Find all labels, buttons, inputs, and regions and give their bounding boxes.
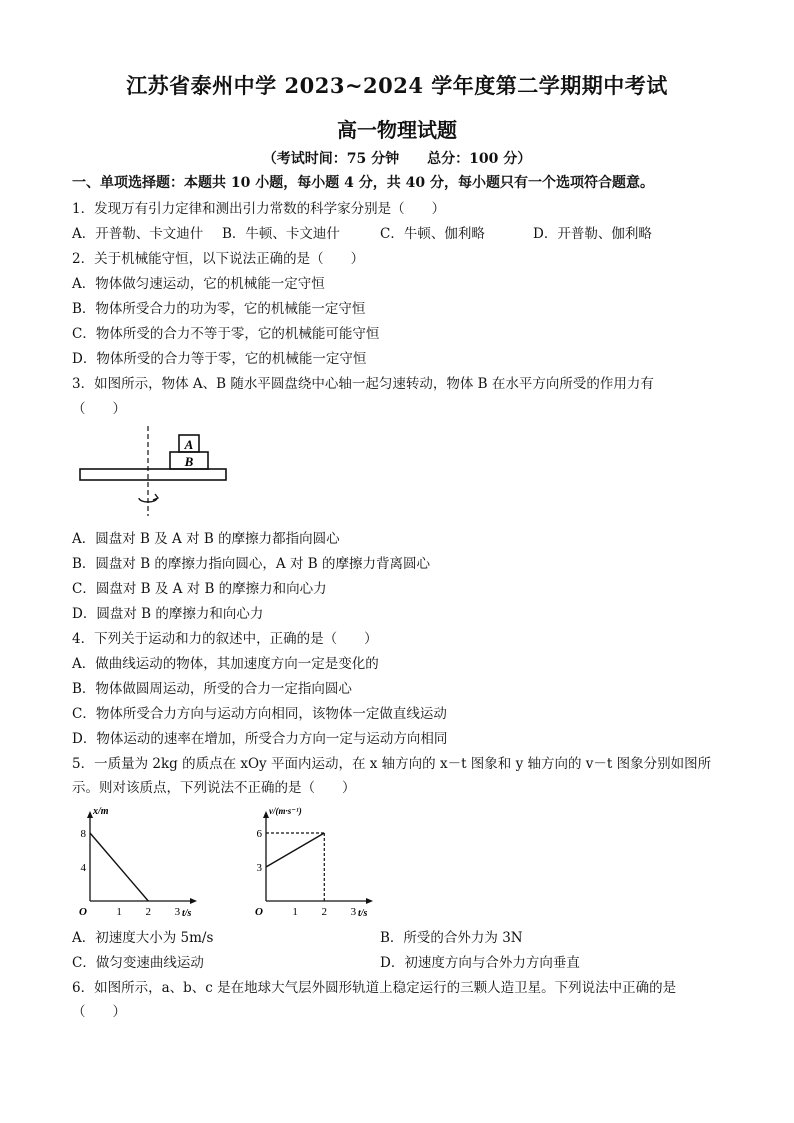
turntable-disc (80, 469, 226, 480)
q3-stem: 3．如图所示，物体 A、B 随水平圆盘绕中心轴一起匀速转动，物体 B 在水平方向所受的作用力有 (72, 376, 654, 392)
q3-blank: （ ） (72, 401, 126, 417)
q4-option-d: D．物体运动的速率在增加，所受合力方向一定与运动方向相同 (72, 731, 448, 747)
xt-graph (72, 800, 202, 922)
q2-stem: 2．关于机械能守恒，以下说法正确的是（ ） (72, 251, 365, 267)
block-a-label: A (184, 437, 194, 452)
q5-stem-line1: 5．一质量为 2kg 的质点在 xOy 平面内运动，在 x 轴方向的 x－t 图象和 y 轴方向的 v－t 图象分别如图所 (72, 756, 712, 772)
exam-subtitle: 高一物理试题 (337, 118, 457, 142)
q6-stem: 6．如图所示，a、b、c 是在地球大气层外圆形轨道上稳定运行的三颗人造卫星。下列说法中正确的是 (72, 980, 677, 996)
q4-stem: 4．下列关于运动和力的叙述中，正确的是（ ） (72, 631, 378, 647)
vt-data-line (266, 833, 324, 867)
q4-option-b: B．物体做圆周运动，所受的合力一定指向圆心 (72, 681, 352, 697)
q3-figure (72, 424, 232, 520)
q3-option-a: A．圆盘对 B 及 A 对 B 的摩擦力都指向圆心 (72, 531, 340, 547)
q5-option-c: C．做匀变速曲线运动 (72, 955, 204, 971)
q1-stem: 1．发现万有引力定律和测出引力常数的科学家分别是（ ） (72, 201, 446, 217)
xt-x-axis-arrow (190, 898, 197, 904)
xt-x-label: t/s (182, 908, 192, 919)
q5-option-d: D．初速度方向与合外力方向垂直 (380, 955, 580, 971)
q2-option-d: D．物体所受的合力等于零，它的机械能一定守恒 (72, 351, 367, 367)
xt-origin: O (79, 906, 87, 918)
q4-option-c: C．物体所受合力方向与运动方向相同，该物体一定做直线运动 (72, 706, 447, 722)
xt-x-tick-1: 1 (116, 906, 122, 918)
exam-info: （考试时间：75 分钟 总分：100 分） (262, 151, 532, 167)
q3-option-b: B．圆盘对 B 的摩擦力指向圆心，A 对 B 的摩擦力背离圆心 (72, 556, 430, 572)
block-b-label: B (184, 454, 194, 469)
xt-y-label: x/m (93, 806, 109, 817)
vt-graph (248, 800, 388, 922)
q6-blank: （ ） (72, 1004, 126, 1020)
q1-option-b: B．牛顿、卡文迪什 (222, 226, 340, 242)
q5-stem-line2: 示。则对该质点，下列说法不正确的是（ ） (72, 780, 356, 796)
vt-origin: O (255, 906, 263, 918)
q2-option-b: B．物体所受合力的功为零，它的机械能一定守恒 (72, 301, 366, 317)
vt-y-label: v/(m·s⁻¹) (269, 806, 302, 816)
q4-option-a: A．做曲线运动的物体，其加速度方向一定是变化的 (72, 656, 379, 672)
vt-x-tick-2: 2 (321, 906, 328, 918)
q5-option-a: A．初速度大小为 5m/s (72, 930, 214, 946)
q1-option-d: D．开普勒、伽利略 (533, 226, 652, 242)
vt-x-axis-arrow (366, 898, 373, 904)
section-heading: 一、单项选择题：本题共 10 小题，每小题 4 分，共 40 分，每小题只有一个选项符合题意。 (72, 175, 654, 191)
xt-y-tick-4: 4 (80, 862, 86, 874)
vt-x-tick-1: 1 (292, 906, 298, 918)
xt-x-tick-3: 3 (174, 906, 181, 918)
vt-y-tick-6: 6 (256, 828, 262, 840)
xt-x-tick-2: 2 (145, 906, 152, 918)
q2-option-c: C．物体所受的合力不等于零，它的机械能可能守恒 (72, 326, 380, 342)
q1-option-a: A．开普勒、卡文迪什 (72, 226, 204, 242)
q2-option-a: A．物体做匀速运动，它的机械能一定守恒 (72, 276, 325, 292)
vt-y-tick-3: 3 (256, 862, 262, 874)
xt-data-line (90, 833, 148, 901)
xt-y-tick-8: 8 (80, 828, 86, 840)
vt-x-label: t/s (358, 908, 368, 919)
q1-option-c: C．牛顿、伽利略 (380, 226, 485, 242)
vt-x-tick-3: 3 (350, 906, 357, 918)
q5-option-b: B．所受的合外力为 3N (380, 930, 523, 946)
q3-option-c: C．圆盘对 B 及 A 对 B 的摩擦力和向心力 (72, 581, 327, 597)
exam-title: 江苏省泰州中学 2023~2024 学年度第二学期期中考试 (126, 73, 668, 98)
q3-option-d: D．圆盘对 B 的摩擦力和向心力 (72, 606, 264, 622)
